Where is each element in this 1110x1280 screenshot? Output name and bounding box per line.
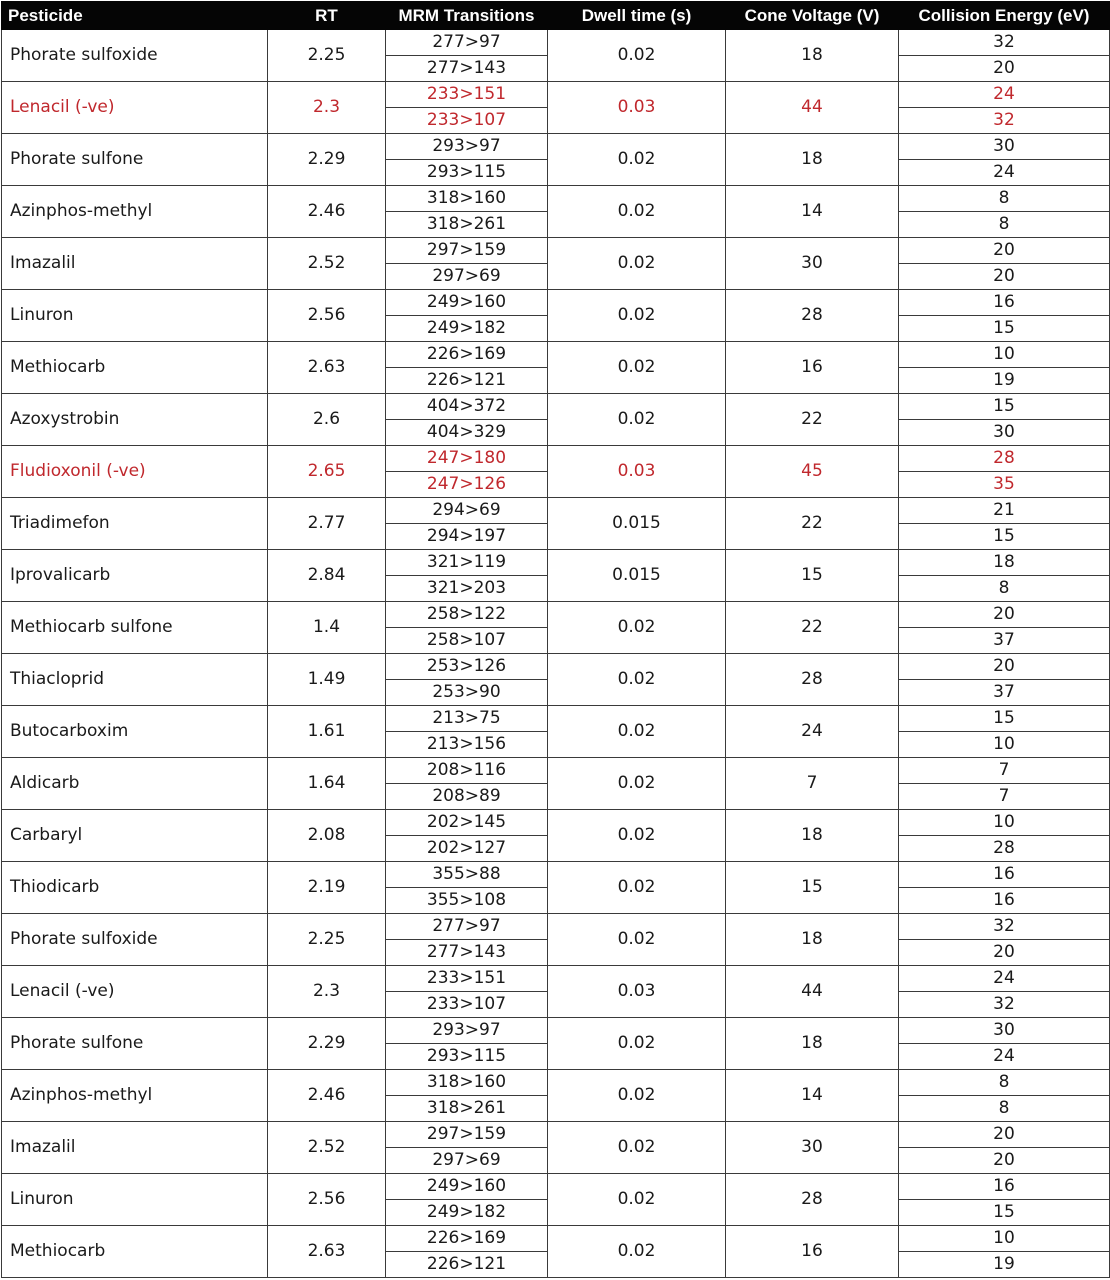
collision-energy-quant: 8 bbox=[899, 186, 1110, 212]
pesticide-name: Methiocarb bbox=[2, 342, 268, 394]
dwell-time: 0.02 bbox=[548, 238, 726, 290]
table-row bbox=[2, 862, 1110, 888]
table-row bbox=[2, 186, 1110, 212]
mrm-transition-quant: 355>88 bbox=[386, 862, 548, 888]
collision-energy-quant: 16 bbox=[899, 1174, 1110, 1200]
pesticide-name: Lenacil (-ve) bbox=[2, 966, 268, 1018]
pesticide-name: Phorate sulfoxide bbox=[2, 914, 268, 966]
pesticide-name: Phorate sulfone bbox=[2, 134, 268, 186]
pesticide-name: Triadimefon bbox=[2, 498, 268, 550]
mrm-transition-qual: 233>107 bbox=[386, 108, 548, 134]
pesticide-name: Azoxystrobin bbox=[2, 394, 268, 446]
cone-voltage: 15 bbox=[726, 862, 899, 914]
collision-energy-quant: 28 bbox=[899, 446, 1110, 472]
dwell-time: 0.03 bbox=[548, 446, 726, 498]
collision-energy-qual: 37 bbox=[899, 628, 1110, 654]
collision-energy-qual: 30 bbox=[899, 420, 1110, 446]
collision-energy-qual: 20 bbox=[899, 56, 1110, 82]
mrm-transition-quant: 249>160 bbox=[386, 1174, 548, 1200]
collision-energy-quant: 24 bbox=[899, 966, 1110, 992]
cone-voltage: 16 bbox=[726, 342, 899, 394]
retention-time: 1.61 bbox=[268, 706, 386, 758]
collision-energy-qual: 24 bbox=[899, 160, 1110, 186]
dwell-time: 0.02 bbox=[548, 654, 726, 706]
collision-energy-quant: 10 bbox=[899, 342, 1110, 368]
mrm-transition-quant: 208>116 bbox=[386, 758, 548, 784]
cone-voltage: 22 bbox=[726, 394, 899, 446]
collision-energy-quant: 16 bbox=[899, 862, 1110, 888]
collision-energy-quant: 10 bbox=[899, 1226, 1110, 1252]
mrm-transition-qual: 226>121 bbox=[386, 368, 548, 394]
mrm-transition-quant: 293>97 bbox=[386, 134, 548, 160]
collision-energy-qual: 15 bbox=[899, 1200, 1110, 1226]
mrm-transition-qual: 226>121 bbox=[386, 1252, 548, 1278]
header-cone-voltage: Cone Voltage (V) bbox=[726, 2, 899, 30]
collision-energy-quant: 30 bbox=[899, 134, 1110, 160]
mrm-transition-qual: 249>182 bbox=[386, 316, 548, 342]
table-row bbox=[2, 1122, 1110, 1148]
mrm-transition-quant: 404>372 bbox=[386, 394, 548, 420]
header-mrm-transitions: MRM Transitions bbox=[386, 2, 548, 30]
cone-voltage: 18 bbox=[726, 134, 899, 186]
cone-voltage: 15 bbox=[726, 550, 899, 602]
mrm-transition-quant: 318>160 bbox=[386, 1070, 548, 1096]
mrm-transition-qual: 253>90 bbox=[386, 680, 548, 706]
cone-voltage: 18 bbox=[726, 1018, 899, 1070]
collision-energy-qual: 15 bbox=[899, 524, 1110, 550]
collision-energy-qual: 20 bbox=[899, 264, 1110, 290]
cone-voltage: 18 bbox=[726, 914, 899, 966]
mrm-transition-quant: 249>160 bbox=[386, 290, 548, 316]
collision-energy-quant: 20 bbox=[899, 654, 1110, 680]
cone-voltage: 30 bbox=[726, 1122, 899, 1174]
retention-time: 2.52 bbox=[268, 1122, 386, 1174]
cone-voltage: 24 bbox=[726, 706, 899, 758]
dwell-time: 0.03 bbox=[548, 966, 726, 1018]
pesticide-name: Thiacloprid bbox=[2, 654, 268, 706]
dwell-time: 0.02 bbox=[548, 758, 726, 810]
retention-time: 2.84 bbox=[268, 550, 386, 602]
header-row bbox=[2, 2, 1110, 30]
table-row bbox=[2, 758, 1110, 784]
collision-energy-qual: 10 bbox=[899, 732, 1110, 758]
collision-energy-quant: 7 bbox=[899, 758, 1110, 784]
pesticide-name: Linuron bbox=[2, 1174, 268, 1226]
pesticide-name: Phorate sulfone bbox=[2, 1018, 268, 1070]
header-rt: RT bbox=[268, 2, 386, 30]
cone-voltage: 28 bbox=[726, 1174, 899, 1226]
mrm-transition-qual: 318>261 bbox=[386, 1096, 548, 1122]
collision-energy-quant: 20 bbox=[899, 602, 1110, 628]
cone-voltage: 18 bbox=[726, 30, 899, 82]
table-row bbox=[2, 82, 1110, 108]
table-row bbox=[2, 394, 1110, 420]
retention-time: 1.49 bbox=[268, 654, 386, 706]
pesticide-name: Thiodicarb bbox=[2, 862, 268, 914]
mrm-transition-qual: 293>115 bbox=[386, 1044, 548, 1070]
retention-time: 2.08 bbox=[268, 810, 386, 862]
pesticide-name: Linuron bbox=[2, 290, 268, 342]
collision-energy-qual: 16 bbox=[899, 888, 1110, 914]
cone-voltage: 28 bbox=[726, 290, 899, 342]
table-row bbox=[2, 810, 1110, 836]
cone-voltage: 14 bbox=[726, 186, 899, 238]
collision-energy-quant: 15 bbox=[899, 706, 1110, 732]
mrm-transition-quant: 226>169 bbox=[386, 342, 548, 368]
table-row bbox=[2, 550, 1110, 576]
pesticide-name: Butocarboxim bbox=[2, 706, 268, 758]
collision-energy-quant: 20 bbox=[899, 1122, 1110, 1148]
dwell-time: 0.02 bbox=[548, 1226, 726, 1278]
pesticide-name: Lenacil (-ve) bbox=[2, 82, 268, 134]
dwell-time: 0.02 bbox=[548, 914, 726, 966]
dwell-time: 0.015 bbox=[548, 550, 726, 602]
collision-energy-qual: 24 bbox=[899, 1044, 1110, 1070]
retention-time: 2.46 bbox=[268, 1070, 386, 1122]
mrm-transition-quant: 297>159 bbox=[386, 1122, 548, 1148]
mrm-transition-qual: 404>329 bbox=[386, 420, 548, 446]
table-body bbox=[2, 30, 1110, 1278]
pesticide-name: Carbaryl bbox=[2, 810, 268, 862]
mrm-transition-quant: 226>169 bbox=[386, 1226, 548, 1252]
cone-voltage: 18 bbox=[726, 810, 899, 862]
retention-time: 2.46 bbox=[268, 186, 386, 238]
table-row bbox=[2, 238, 1110, 264]
cone-voltage: 22 bbox=[726, 498, 899, 550]
table-row bbox=[2, 654, 1110, 680]
table-row bbox=[2, 966, 1110, 992]
dwell-time: 0.02 bbox=[548, 1070, 726, 1122]
retention-time: 1.64 bbox=[268, 758, 386, 810]
collision-energy-qual: 15 bbox=[899, 316, 1110, 342]
mrm-transition-qual: 321>203 bbox=[386, 576, 548, 602]
collision-energy-quant: 32 bbox=[899, 914, 1110, 940]
retention-time: 2.65 bbox=[268, 446, 386, 498]
retention-time: 2.6 bbox=[268, 394, 386, 446]
collision-energy-qual: 8 bbox=[899, 576, 1110, 602]
pesticide-mrm-table bbox=[1, 1, 1110, 1278]
mrm-transition-qual: 258>107 bbox=[386, 628, 548, 654]
collision-energy-quant: 20 bbox=[899, 238, 1110, 264]
mrm-transition-qual: 297>69 bbox=[386, 264, 548, 290]
mrm-transition-quant: 318>160 bbox=[386, 186, 548, 212]
retention-time: 2.52 bbox=[268, 238, 386, 290]
pesticide-name: Iprovalicarb bbox=[2, 550, 268, 602]
retention-time: 2.63 bbox=[268, 1226, 386, 1278]
collision-energy-quant: 15 bbox=[899, 394, 1110, 420]
table-row bbox=[2, 1018, 1110, 1044]
cone-voltage: 45 bbox=[726, 446, 899, 498]
mrm-transition-quant: 253>126 bbox=[386, 654, 548, 680]
mrm-transition-qual: 247>126 bbox=[386, 472, 548, 498]
collision-energy-quant: 16 bbox=[899, 290, 1110, 316]
collision-energy-qual: 37 bbox=[899, 680, 1110, 706]
dwell-time: 0.02 bbox=[548, 134, 726, 186]
mrm-transition-quant: 233>151 bbox=[386, 966, 548, 992]
pesticide-name: Azinphos-methyl bbox=[2, 186, 268, 238]
table-row bbox=[2, 1174, 1110, 1200]
dwell-time: 0.02 bbox=[548, 602, 726, 654]
mrm-transition-quant: 321>119 bbox=[386, 550, 548, 576]
mrm-transition-quant: 297>159 bbox=[386, 238, 548, 264]
collision-energy-qual: 8 bbox=[899, 212, 1110, 238]
table-row bbox=[2, 290, 1110, 316]
cone-voltage: 16 bbox=[726, 1226, 899, 1278]
collision-energy-qual: 32 bbox=[899, 108, 1110, 134]
cone-voltage: 44 bbox=[726, 966, 899, 1018]
collision-energy-quant: 24 bbox=[899, 82, 1110, 108]
collision-energy-qual: 20 bbox=[899, 940, 1110, 966]
collision-energy-quant: 8 bbox=[899, 1070, 1110, 1096]
collision-energy-qual: 35 bbox=[899, 472, 1110, 498]
collision-energy-quant: 18 bbox=[899, 550, 1110, 576]
pesticide-name: Azinphos-methyl bbox=[2, 1070, 268, 1122]
table-row bbox=[2, 30, 1110, 56]
cone-voltage: 30 bbox=[726, 238, 899, 290]
mrm-transition-qual: 202>127 bbox=[386, 836, 548, 862]
pesticide-name: Aldicarb bbox=[2, 758, 268, 810]
retention-time: 2.25 bbox=[268, 914, 386, 966]
mrm-transition-quant: 247>180 bbox=[386, 446, 548, 472]
collision-energy-qual: 19 bbox=[899, 1252, 1110, 1278]
mrm-transition-quant: 293>97 bbox=[386, 1018, 548, 1044]
collision-energy-qual: 19 bbox=[899, 368, 1110, 394]
retention-time: 2.3 bbox=[268, 966, 386, 1018]
pesticide-name: Imazalil bbox=[2, 238, 268, 290]
table-row bbox=[2, 342, 1110, 368]
header-pesticide: Pesticide bbox=[2, 2, 268, 30]
retention-time: 2.3 bbox=[268, 82, 386, 134]
collision-energy-quant: 21 bbox=[899, 498, 1110, 524]
retention-time: 2.29 bbox=[268, 1018, 386, 1070]
mrm-transition-qual: 213>156 bbox=[386, 732, 548, 758]
table-row bbox=[2, 914, 1110, 940]
cone-voltage: 14 bbox=[726, 1070, 899, 1122]
table-row bbox=[2, 602, 1110, 628]
retention-time: 2.56 bbox=[268, 1174, 386, 1226]
collision-energy-qual: 8 bbox=[899, 1096, 1110, 1122]
table-header bbox=[2, 2, 1110, 30]
mrm-transition-qual: 233>107 bbox=[386, 992, 548, 1018]
mrm-transition-quant: 277>97 bbox=[386, 914, 548, 940]
table-row bbox=[2, 1070, 1110, 1096]
dwell-time: 0.02 bbox=[548, 810, 726, 862]
table-row bbox=[2, 706, 1110, 732]
retention-time: 2.25 bbox=[268, 30, 386, 82]
table-row bbox=[2, 134, 1110, 160]
retention-time: 2.56 bbox=[268, 290, 386, 342]
collision-energy-quant: 10 bbox=[899, 810, 1110, 836]
pesticide-name: Methiocarb sulfone bbox=[2, 602, 268, 654]
retention-time: 2.29 bbox=[268, 134, 386, 186]
cone-voltage: 28 bbox=[726, 654, 899, 706]
dwell-time: 0.02 bbox=[548, 1174, 726, 1226]
table-row bbox=[2, 1226, 1110, 1252]
mrm-transition-qual: 293>115 bbox=[386, 160, 548, 186]
retention-time: 2.63 bbox=[268, 342, 386, 394]
dwell-time: 0.02 bbox=[548, 1122, 726, 1174]
mrm-transition-quant: 294>69 bbox=[386, 498, 548, 524]
cone-voltage: 7 bbox=[726, 758, 899, 810]
retention-time: 2.19 bbox=[268, 862, 386, 914]
dwell-time: 0.02 bbox=[548, 862, 726, 914]
mrm-transition-qual: 277>143 bbox=[386, 56, 548, 82]
collision-energy-qual: 32 bbox=[899, 992, 1110, 1018]
pesticide-name: Imazalil bbox=[2, 1122, 268, 1174]
cone-voltage: 44 bbox=[726, 82, 899, 134]
dwell-time: 0.03 bbox=[548, 82, 726, 134]
mrm-transition-quant: 233>151 bbox=[386, 82, 548, 108]
mrm-transition-qual: 294>197 bbox=[386, 524, 548, 550]
dwell-time: 0.02 bbox=[548, 186, 726, 238]
table-row bbox=[2, 446, 1110, 472]
dwell-time: 0.015 bbox=[548, 498, 726, 550]
mrm-transition-quant: 258>122 bbox=[386, 602, 548, 628]
dwell-time: 0.02 bbox=[548, 394, 726, 446]
collision-energy-quant: 30 bbox=[899, 1018, 1110, 1044]
dwell-time: 0.02 bbox=[548, 342, 726, 394]
cone-voltage: 22 bbox=[726, 602, 899, 654]
dwell-time: 0.02 bbox=[548, 30, 726, 82]
collision-energy-quant: 32 bbox=[899, 30, 1110, 56]
mrm-transition-quant: 277>97 bbox=[386, 30, 548, 56]
mrm-transition-qual: 208>89 bbox=[386, 784, 548, 810]
header-dwell-time: Dwell time (s) bbox=[548, 2, 726, 30]
mrm-transition-qual: 277>143 bbox=[386, 940, 548, 966]
retention-time: 2.77 bbox=[268, 498, 386, 550]
mrm-transition-qual: 249>182 bbox=[386, 1200, 548, 1226]
dwell-time: 0.02 bbox=[548, 706, 726, 758]
collision-energy-qual: 7 bbox=[899, 784, 1110, 810]
mrm-transition-quant: 202>145 bbox=[386, 810, 548, 836]
dwell-time: 0.02 bbox=[548, 290, 726, 342]
pesticide-name: Fludioxonil (-ve) bbox=[2, 446, 268, 498]
collision-energy-qual: 20 bbox=[899, 1148, 1110, 1174]
pesticide-name: Methiocarb bbox=[2, 1226, 268, 1278]
mrm-transition-qual: 355>108 bbox=[386, 888, 548, 914]
retention-time: 1.4 bbox=[268, 602, 386, 654]
mrm-transition-qual: 318>261 bbox=[386, 212, 548, 238]
mrm-transition-qual: 297>69 bbox=[386, 1148, 548, 1174]
table-row bbox=[2, 498, 1110, 524]
pesticide-name: Phorate sulfoxide bbox=[2, 30, 268, 82]
collision-energy-qual: 28 bbox=[899, 836, 1110, 862]
header-collision-energy: Collision Energy (eV) bbox=[899, 2, 1110, 30]
mrm-transition-quant: 213>75 bbox=[386, 706, 548, 732]
dwell-time: 0.02 bbox=[548, 1018, 726, 1070]
